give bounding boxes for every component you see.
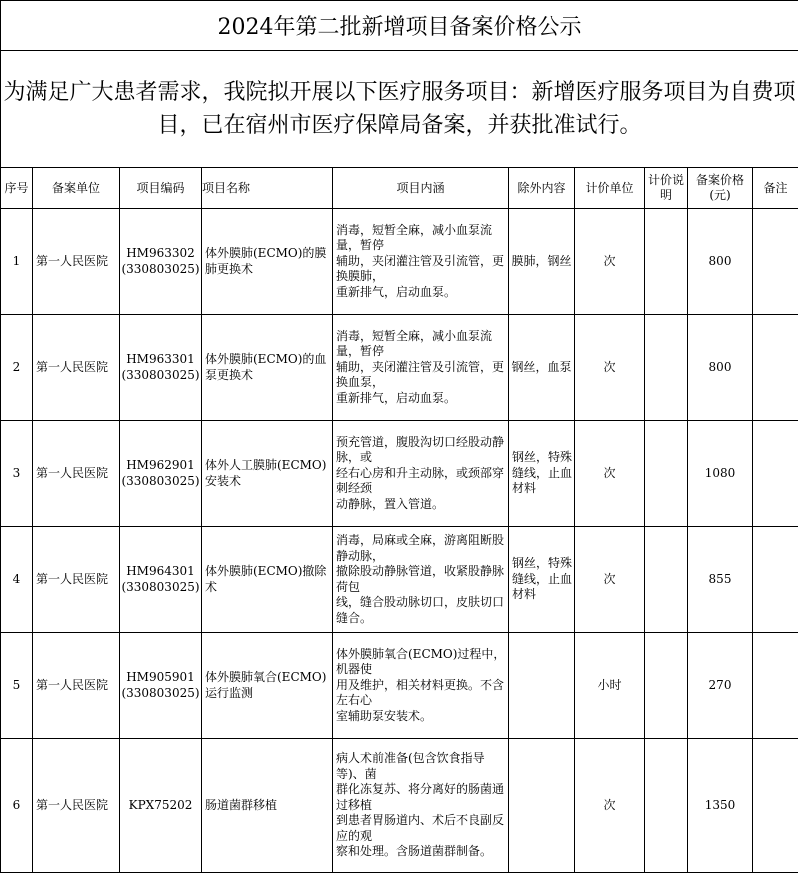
table-row [1, 633, 798, 739]
cell-remark [753, 421, 798, 527]
cell-pricing-note [645, 527, 688, 633]
cell-code: HM962901 (330803025) [120, 421, 202, 527]
table-row [1, 315, 798, 421]
cell-name: 体外膜肺(ECMO)的膜肺更换术 [202, 209, 333, 315]
cell-excluded: 钢丝，特殊缝线，止血材料 [509, 527, 575, 633]
cell-content: 体外膜肺氧合(ECMO)过程中，机器使 用及维护，相关材料更换。不含左右心 室辅助泵安装术。 [333, 633, 509, 739]
cell-pricing-unit: 次 [575, 739, 645, 873]
cell-remark [753, 739, 798, 873]
header-name: 项目名称 [202, 168, 333, 209]
cell-seq: 3 [1, 421, 33, 527]
cell-price: 1350 [688, 739, 753, 873]
cell-seq: 6 [1, 739, 33, 873]
header-code: 项目编码 [120, 168, 202, 209]
cell-pricing-unit: 次 [575, 421, 645, 527]
cell-price: 800 [688, 209, 753, 315]
cell-price: 1080 [688, 421, 753, 527]
cell-seq: 5 [1, 633, 33, 739]
cell-excluded [509, 633, 575, 739]
cell-name: 体外人工膜肺(ECMO)安装术 [202, 421, 333, 527]
cell-price: 800 [688, 315, 753, 421]
cell-name: 体外膜肺(ECMO)撤除术 [202, 527, 333, 633]
cell-content: 病人术前准备(包含饮食指导等)、菌 群化冻复苏、将分离好的肠菌通过移植 到患者胃肠道内、术后不良副反应的观 察和处理。含肠道菌群制备。 [333, 739, 509, 873]
cell-unit: 第一人民医院 [33, 527, 120, 633]
cell-seq: 4 [1, 527, 33, 633]
cell-pricing-note [645, 315, 688, 421]
header-unit: 备案单位 [33, 168, 120, 209]
cell-remark [753, 209, 798, 315]
cell-code: HM963301 (330803025) [120, 315, 202, 421]
cell-pricing-unit: 次 [575, 315, 645, 421]
cell-unit: 第一人民医院 [33, 633, 120, 739]
cell-remark [753, 315, 798, 421]
cell-price: 855 [688, 527, 753, 633]
table-row [1, 421, 798, 527]
cell-excluded: 钢丝，特殊缝线，止血材料 [509, 421, 575, 527]
header-pricing-unit: 计价单位 [575, 168, 645, 209]
cell-pricing-note [645, 633, 688, 739]
cell-code: HM964301 (330803025) [120, 527, 202, 633]
cell-pricing-unit: 小时 [575, 633, 645, 739]
cell-remark [753, 633, 798, 739]
header-excluded: 除外内容 [509, 168, 575, 209]
cell-pricing-unit: 次 [575, 527, 645, 633]
header-price: 备案价格(元) [688, 168, 753, 209]
cell-seq: 1 [1, 209, 33, 315]
table-row [1, 209, 798, 315]
cell-excluded [509, 739, 575, 873]
cell-code: HM905901 (330803025) [120, 633, 202, 739]
cell-content: 消毒，局麻或全麻，游离阻断股静动脉， 撤除股动静脉管道，收紧股静脉荷包 线，缝合股动脉切口，皮肤切口缝合。 [333, 527, 509, 633]
cell-seq: 2 [1, 315, 33, 421]
cell-price: 270 [688, 633, 753, 739]
table-row [1, 527, 798, 633]
cell-remark [753, 527, 798, 633]
cell-excluded: 膜肺，钢丝 [509, 209, 575, 315]
cell-content: 消毒，短暂全麻，减小血泵流量，暂停 辅助，夹闭灌注管及引流管，更换膜肺， 重新排气，启动血泵。 [333, 209, 509, 315]
header-pricing-note: 计价说明 [645, 168, 688, 209]
cell-code: HM963302 (330803025) [120, 209, 202, 315]
intro-text: 为满足广大患者需求，我院拟开展以下医疗服务项目：新增医疗服务项目为自费项目，已在宿州市医疗保障局备案，并获批准试行。 [1, 51, 798, 168]
header-row [1, 168, 798, 209]
cell-content: 消毒，短暂全麻，减小血泵流量，暂停 辅助，夹闭灌注管及引流管，更换血泵， 重新排气，启动血泵。 [333, 315, 509, 421]
sheet-title: 2024年第二批新增项目备案价格公示 [1, 1, 798, 51]
cell-unit: 第一人民医院 [33, 315, 120, 421]
cell-pricing-note [645, 739, 688, 873]
cell-content: 预充管道，腹股沟切口经股动静脉，或 经右心房和升主动脉，或颈部穿刺经颈 动静脉，置入管道。 [333, 421, 509, 527]
cell-name: 肠道菌群移植 [202, 739, 333, 873]
cell-excluded: 钢丝，血泵 [509, 315, 575, 421]
cell-pricing-unit: 次 [575, 209, 645, 315]
table-row [1, 739, 798, 873]
cell-unit: 第一人民医院 [33, 421, 120, 527]
cell-code: KPX75202 [120, 739, 202, 873]
header-remark: 备注 [753, 168, 798, 209]
header-seq: 序号 [1, 168, 33, 209]
cell-unit: 第一人民医院 [33, 209, 120, 315]
cell-unit: 第一人民医院 [33, 739, 120, 873]
cell-pricing-note [645, 209, 688, 315]
cell-pricing-note [645, 421, 688, 527]
cell-name: 体外膜肺氧合(ECMO)运行监测 [202, 633, 333, 739]
cell-name: 体外膜肺(ECMO)的血泵更换术 [202, 315, 333, 421]
header-content: 项目内涵 [333, 168, 509, 209]
